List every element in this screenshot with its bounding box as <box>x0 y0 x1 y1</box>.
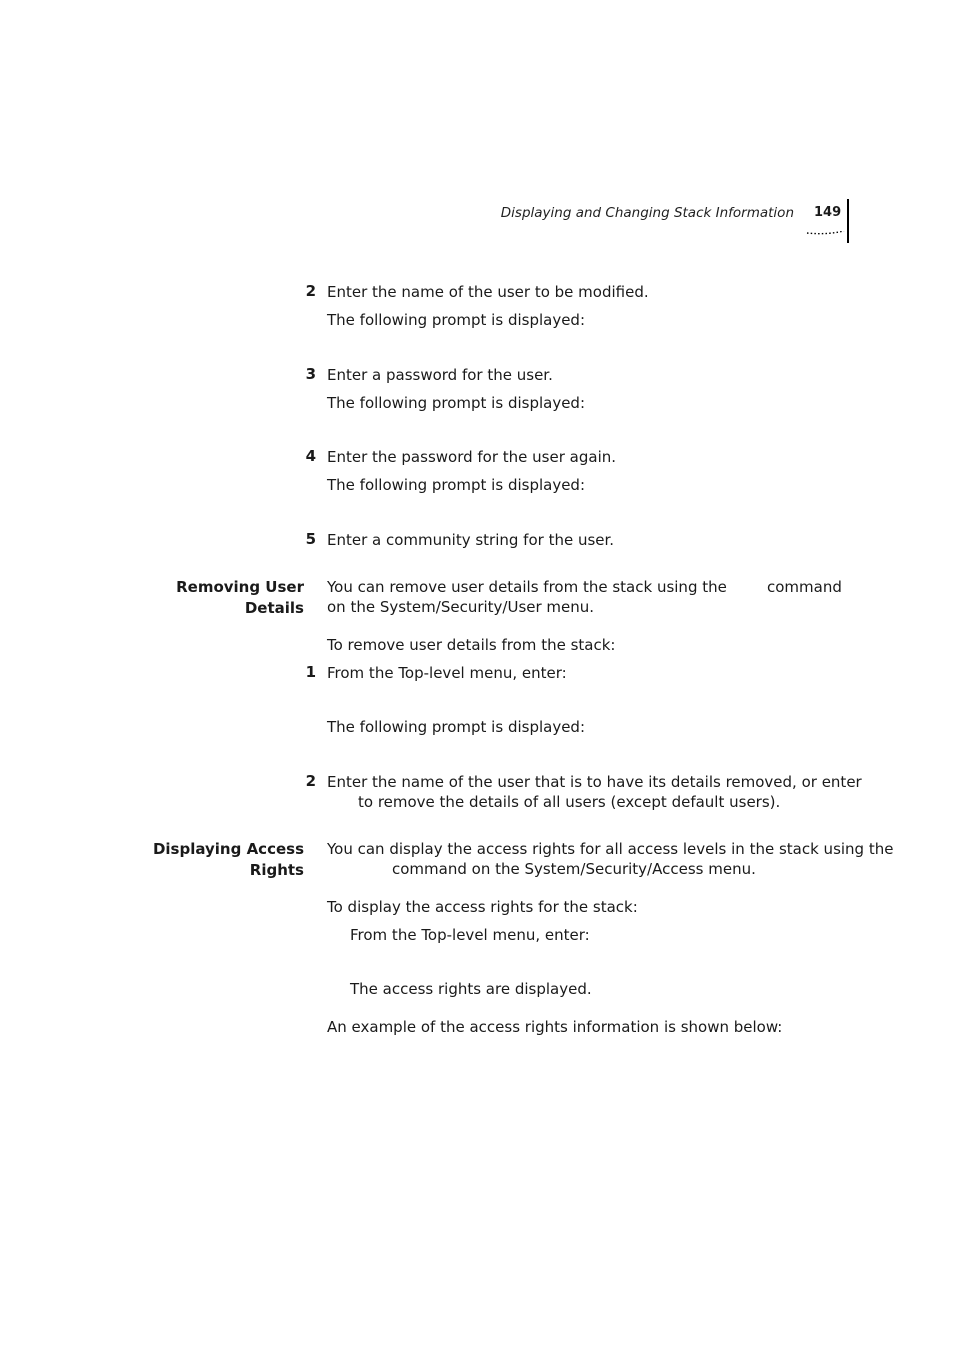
step-text: Enter the name of the user to be modified. <box>327 283 649 301</box>
running-header-title: Displaying and Changing Stack Information <box>500 205 794 221</box>
step-number: 2 <box>305 282 316 300</box>
step-text: Enter the password for the user again. <box>327 448 617 466</box>
prompt-text: The following prompt is displayed: <box>327 718 586 736</box>
header-dotted-curve <box>806 231 846 241</box>
step-number: 4 <box>305 447 316 465</box>
example-text: An example of the access rights information is shown below: <box>327 1018 783 1036</box>
step-number: 1 <box>305 663 316 681</box>
step-text: From the Top-level menu, enter: <box>327 664 567 682</box>
step-text: Enter a community string for the user. <box>327 531 615 549</box>
step-text: Enter a password for the user. <box>327 366 553 384</box>
heading-line: Rights <box>249 861 304 879</box>
intro-text: on the System/Security/User menu. <box>327 598 595 616</box>
heading-line: Displaying Access <box>152 840 304 858</box>
step-text: to remove the details of all users (except default users). <box>358 793 781 811</box>
result-text: The access rights are displayed. <box>350 980 592 998</box>
prompt-text: The following prompt is displayed: <box>327 476 586 494</box>
step-number: 5 <box>305 530 316 548</box>
heading-line: Details <box>244 599 304 617</box>
heading-line: Removing User <box>176 578 304 596</box>
intro-text: command <box>767 578 842 596</box>
intro-text: You can display the access rights for all access levels in the stack using the <box>327 840 894 858</box>
step-number: 2 <box>305 772 316 790</box>
instruction-text: To remove user details from the stack: <box>327 636 616 654</box>
prompt-text: The following prompt is displayed: <box>327 311 586 329</box>
page-number: 149 <box>814 205 842 220</box>
step-text: Enter the name of the user that is to have its details removed, or enter <box>327 773 862 791</box>
section-heading-displaying-access-rights <box>104 839 304 881</box>
step-number: 3 <box>305 365 316 383</box>
intro-text: You can remove user details from the stack using the <box>327 578 727 596</box>
section-heading-removing-user-details <box>104 577 304 619</box>
header-vertical-rule <box>847 199 849 243</box>
intro-text: command on the System/Security/Access menu. <box>392 860 756 878</box>
prompt-text: The following prompt is displayed: <box>327 394 586 412</box>
instruction-text: To display the access rights for the stack: <box>327 898 638 916</box>
step-text: From the Top-level menu, enter: <box>350 926 590 944</box>
